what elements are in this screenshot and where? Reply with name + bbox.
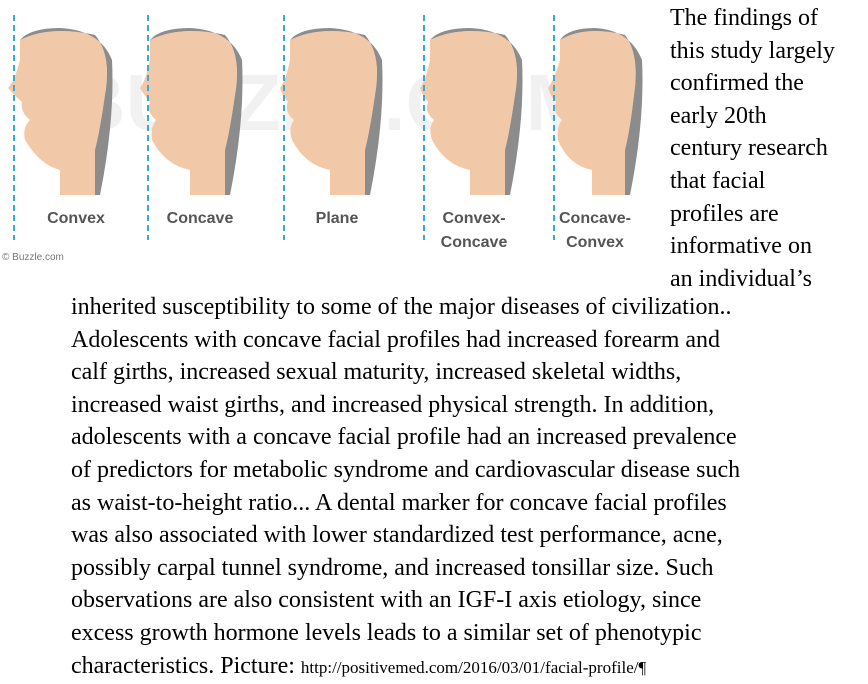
text-line: observations are also consistent with an IGF-I axis etiology, since [71,587,702,614]
text-line: excess growth hormone levels leads to a similar set of phenotypic [71,619,702,646]
label-line: Concave [166,210,234,227]
text-line: increased waist girths, and increased physical strength. In addition, [71,391,715,418]
text-line-last [71,650,866,684]
text-line: The findings of [670,5,818,31]
source-link[interactable]: http://positivemed.com/2016/03/01/facial-profile/¶ [300,657,647,677]
label-line: Convex- [442,210,506,227]
image-credit: © Buzzle.com [2,252,64,263]
text-line: early 20th [670,102,767,129]
caption-text: characteristics. Picture: [71,652,301,679]
facial-profiles-figure [0,0,660,290]
label-line: Convex [566,234,624,251]
text-line: this study largely [670,37,835,64]
label-plane [277,207,397,231]
label-convex-concave [414,207,534,255]
text-line: that facial [670,167,766,194]
text-line: possibly carpal tunnel syndrome, and increased tonsillar size. Such [71,554,714,581]
text-line: inherited susceptibility to some of the major diseases of civilization.. [71,294,732,320]
text-line: adolescents with a concave facial profile had an increased prevalence [71,424,737,451]
text-line: century research [670,135,828,162]
text-line: of predictors for metabolic syndrome and cardiovascular disease such [71,456,741,483]
text-line: profiles are [670,200,779,227]
label-convex [16,207,136,231]
label-line: Convex [47,210,105,227]
label-concave [140,207,260,231]
label-line: Concave- [558,210,632,227]
label-line: Plane [315,210,359,227]
text-line: as waist-to-height ratio... A dental marker for concave facial profiles [71,489,727,516]
label-concave-convex [535,207,655,255]
body-paragraph [71,291,866,684]
text-line: confirmed the [670,70,804,97]
text-line: was also associated with lower standardized test performance, acne, [71,522,723,549]
side-paragraph [670,2,866,295]
text-line: Adolescents with concave facial profiles had increased forearm and [71,326,721,353]
label-line: Concave [440,234,508,251]
text-line: an individual’s [670,265,812,292]
text-line: informative on [670,233,812,260]
text-line: calf girths, increased sexual maturity, increased skeletal widths, [71,359,682,386]
